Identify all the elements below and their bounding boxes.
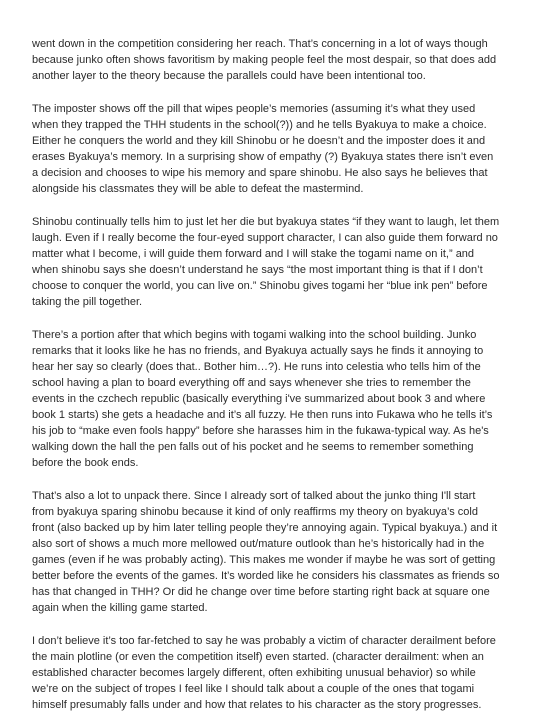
paragraph-2: The imposter shows off the pill that wipes people’s memories (assuming it’s what they used when they trapped the THH students in the school(?)) and he tells Byakuya to make a choice. Either he conquers the world and they kill Shinobu or he doesn’t and the imposter does it and erases Byakuya’s memory. In a surprising show of empathy (?) Byakuya states there isn’t even a decision and chooses to wipe his memory and spare shinobu. He also says he believes that alongside his classmates they will be able to defeat the mastermind. (32, 103, 494, 195)
document-body (32, 36, 510, 713)
paragraph-5: That’s also a lot to unpack there. Since I already sort of talked about the junko thing I'll start from byakuya sparing shinobu because it kind of only reaffirms my theory on byakuya’s cold front (also backed up by him later telling people they’re annoying again. Typical byakuya.) and it also sort of shows a much more mellowed out/mature outlook than he’s historically had in the games (even if he was probably acting). This makes me wonder if maybe he was sort of getting better before the events of the games. It’s worded like he considers his classmates as friends so has that changed in THH? Or did he change over time before starting right back at square one again when the killing game started. (32, 490, 500, 614)
paragraph-3: Shinobu continually tells him to just let her die but byakuya states “if they want to laugh, let them laugh. Even if I really become the four-eyed support character, I can also guide them forward no matter what I become, i will guide them forward and I will stake the togami name on it,” and when shinobu says she doesn’t understand he says “the most important thing is that if I don’t choose to conquer the world, you can live on.” Shinobu gives togami her “blue ink pen” before taking the pill together. (32, 216, 500, 308)
paragraph-6: I don’t believe it’s too far-fetched to say he was probably a victim of character derailment before the main plotline (or even the competition itself) even started. (character derailment: when an established character becomes largely different, often exhibiting unusual behavior) so while we’re on the subject of tropes I feel like I should talk about a couple of the ones that togami himself presumably falls under and how that relates to his character as the story progresses. (32, 635, 496, 711)
paragraph-1: went down in the competition considering her reach. That’s concerning in a lot of ways though because junko often shows favoritism by making people feel the most despair, so that does add another layer to the theory because the parallels could have been intentional too. (32, 38, 497, 82)
paragraph-4: There’s a portion after that which begins with togami walking into the school building. Junko remarks that it looks like he has no friends, and Byakuya actually says he finds it annoying to hear her say so clearly (does that.. Bother him…?). He runs into celestia who tells him of the school having a plan to board everything off and says whenever she tries to remember the events in the czchech republic (basically everything i've summarized about book 3 and where book 1 starts) she gets a headache and it’s all fuzzy. He then runs into Fukawa who he tells it’s his job to “make even fools happy” before she harasses him in the fukawa-typical way. As he's walking down the hall the pen falls out of his pocket and he seems to remember something before the book ends. (32, 329, 493, 469)
